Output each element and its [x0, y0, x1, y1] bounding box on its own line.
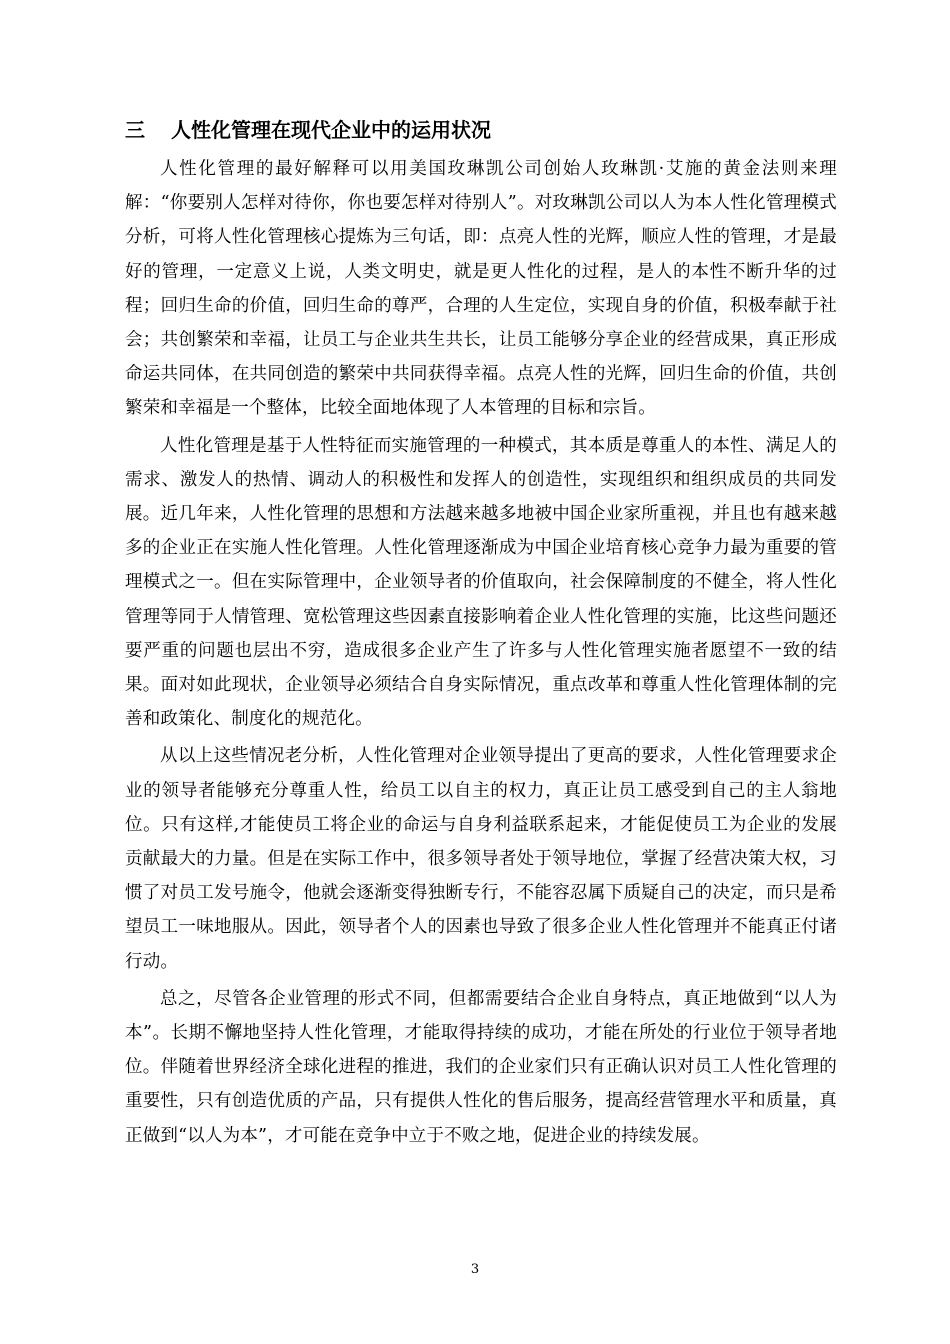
paragraph-2: 人性化管理是基于人性特征而实施管理的一种模式，其本质是尊重人的本性、满足人的需求、激发人的热情、调动人的积极性和发挥人的创造性，实现组织和组织成员的共同发展。近几年来，人性化管理的思想和方法越来越多地被中国企业家所重视，并且也有越来越多的企业正在实施人性化管理。人性化管理逐渐成为中国企业培育核心竞争力最为重要的管理模式之一。但在实际管理中，企业领导者的价值取向，社会保障制度的不健全，将人性化管理等同于人情管理、宽松管理这些因素直接影响着企业人性化管理的实施，比这些问题还要严重的问题也层出不穷，造成很多企业产生了许多与人性化管理实施者愿望不一致的结果。面对如此现状，企业领导必须结合自身实际情况，重点改革和尊重人性化管理体制的完善和政策化、制度化的规范化。	[125, 435, 837, 730]
paragraph-3: 从以上这些情况老分析，人性化管理对企业领导提出了更高的要求，人性化管理要求企业的领导者能够充分尊重人性，给员工以自主的权力，真正让员工感受到自己的主人翁地位。只有这样,才能使员工将企业的命运与自身利益联系起来，才能促使员工为企业的发展贡献最大的力量。但是在实际工作中，很多领导者处于领导地位，掌握了经营决策大权，习惯了对员工发号施令，他就会逐渐变得独断专行，不能容忍属下质疑自己的决定，而只是希望员工一味地服从。因此，领导者个人的因素也导致了很多企业人性化管理并不能真正付诸行动。	[125, 746, 837, 972]
page-content	[125, 112, 837, 1156]
section-number: 三	[125, 118, 145, 142]
section-title: 人性化管理在现代企业中的运用状况	[171, 118, 491, 142]
section-heading	[125, 112, 837, 148]
paragraph-4: 总之，尽管各企业管理的形式不同，但都需要结合企业自身特点，真正地做到“以人为本”。长期不懈地坚持人性化管理，才能取得持续的成功，才能在所处的行业位于领导者地位。伴随着世界经济全球化进程的推进，我们的企业家们只有正确认识对员工人性化管理的重要性，只有创造优质的产品，只有提供人性化的售后服务，提高经营管理水平和质量，真正做到“以人为本”，才可能在竞争中立于不败之地，促进企业的持续发展。	[125, 988, 837, 1146]
paragraph-1: 人性化管理的最好解释可以用美国玫琳凯公司创始人玫琳凯·艾施的黄金法则来理解：“你要别人怎样对待你，你也要怎样对待别人”。对玫琳凯公司以人为本人性化管理模式分析，可将人性化管理核心提炼为三句话，即：点亮人性的光辉，顺应人性的管理，才是最好的管理，一定意义上说，人类文明史，就是更人性化的过程，是人的本性不断升华的过程；回归生命的价值，回归生命的尊严，合理的人生定位，实现自身的价值，积极奉献于社会；共创繁荣和幸福，让员工与企业共生共长，让员工能够分享企业的经营成果，真正形成命运共同体，在共同创造的繁荣中共同获得幸福。点亮人性的光辉，回归生命的价值，共创繁荣和幸福是一个整体，比较全面地体现了人本管理的目标和宗旨。	[125, 159, 837, 419]
page-number: 3	[470, 1262, 480, 1277]
